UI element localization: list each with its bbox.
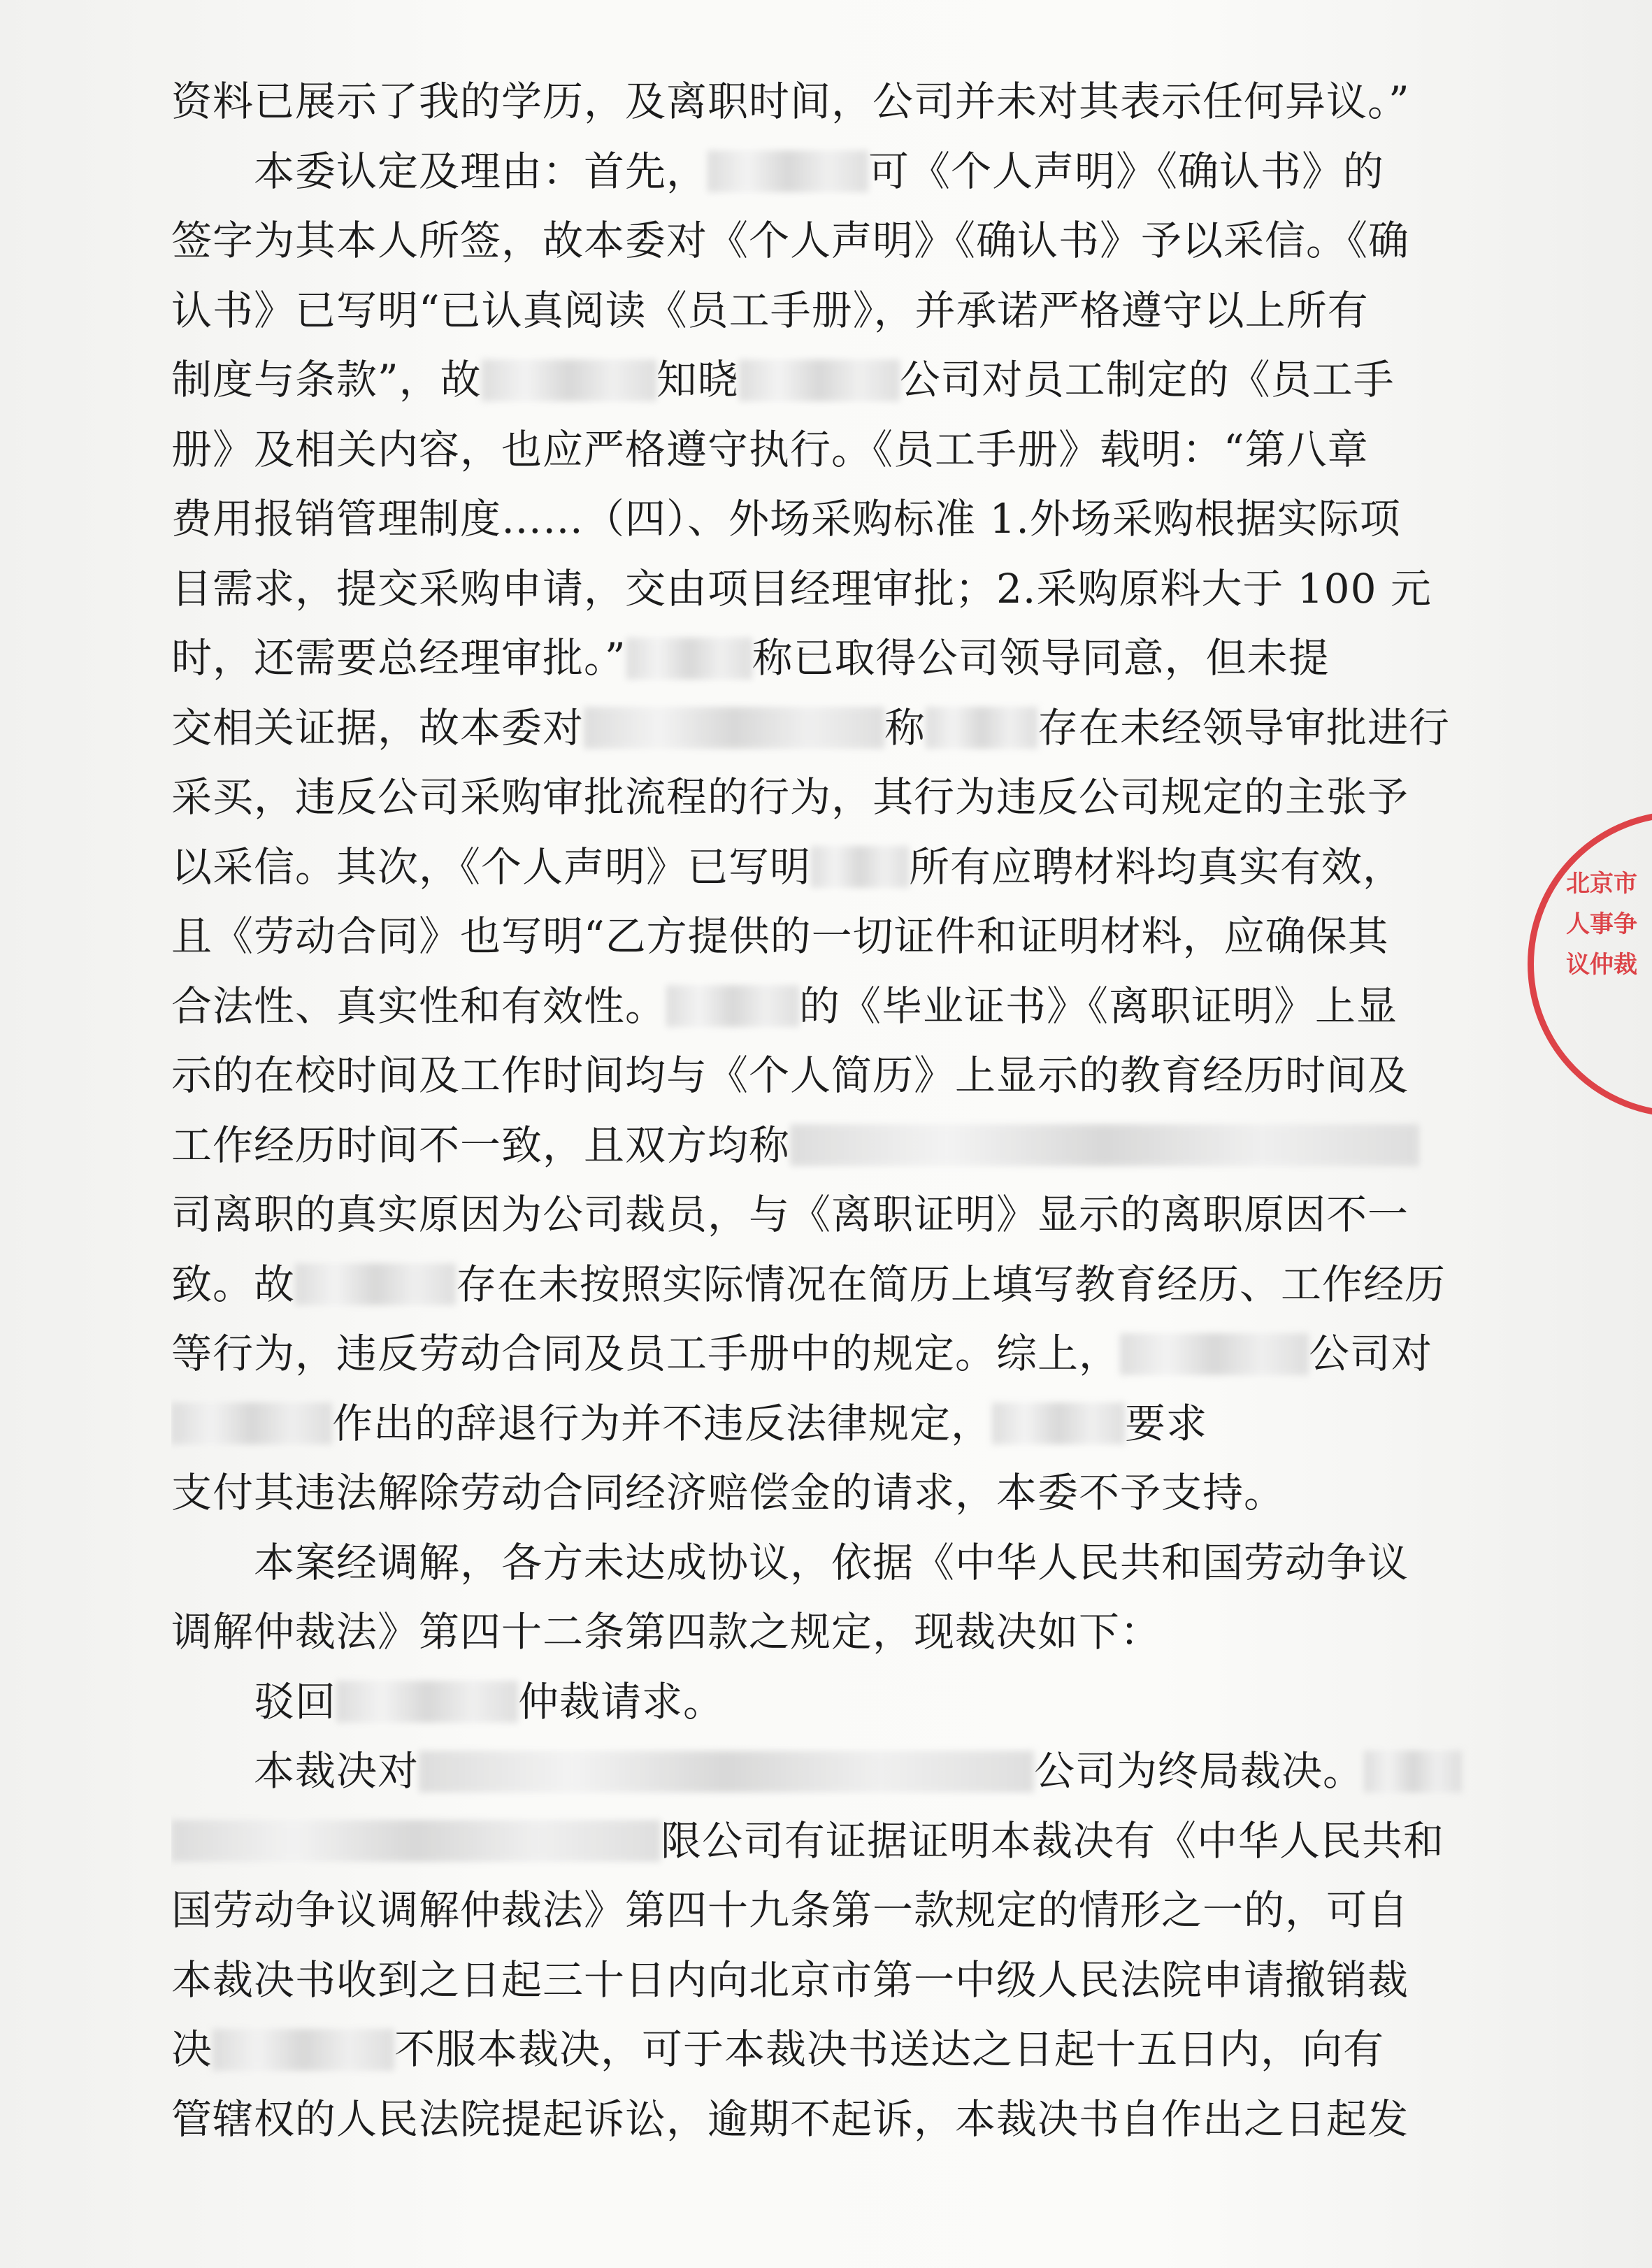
redacted-text: [666, 985, 799, 1027]
text-segment: 认书》已写明“已认真阅读《员工手册》，并承诺严格遵守以上所有: [171, 286, 1369, 334]
text-segment: 不服本裁决，可于本裁决书送达之日起十五日内，向有: [394, 2025, 1385, 2073]
text-line: [171, 1736, 1535, 1806]
text-segment: 本案经调解，各方未达成协议，依据《中华人民共和国劳动争议: [171, 1538, 1409, 1586]
official-seal-text: 北京市人事争议仲裁: [1566, 870, 1637, 979]
text-segment: 称: [884, 703, 926, 752]
text-segment: 仲裁请求。: [518, 1677, 725, 1725]
text-segment: 可《个人声明》《确认书》的: [868, 147, 1385, 195]
redacted-text: [171, 1402, 332, 1444]
text-line: [171, 971, 1535, 1041]
text-line: [171, 623, 1535, 693]
text-segment: 本委认定及理由：首先，: [171, 147, 708, 195]
text-segment: 采买，违反公司采购审批流程的行为，其行为违反公司规定的主张予: [171, 773, 1409, 821]
text-line: [171, 832, 1535, 902]
redacted-text: [992, 1402, 1125, 1444]
redacted-text: [626, 638, 752, 680]
text-segment: 交相关证据，故本委对: [171, 703, 584, 752]
text-line: [171, 1249, 1535, 1319]
text-line: [171, 415, 1535, 485]
text-line: [171, 206, 1535, 275]
text-segment: 驳回: [171, 1677, 337, 1725]
text-line: [171, 1040, 1535, 1110]
text-segment: 资料已展示了我的学历，及离职时间，公司并未对其表示任何异议。”: [171, 78, 1410, 125]
text-segment: 费用报销管理制度……（四）、外场采购标准 1.外场采购根据实际项: [171, 495, 1401, 543]
redacted-text: [295, 1263, 456, 1305]
redacted-text: [1120, 1333, 1309, 1375]
text-line: [171, 2084, 1535, 2154]
redacted-text: [1364, 1751, 1462, 1793]
text-segment: 存在未经领导审批进行: [1037, 703, 1451, 752]
text-segment: 签字为其本人所签，故本委对《个人声明》《确认书》予以采信。《确: [171, 217, 1410, 264]
text-segment: 限公司有证据证明本裁决有《中华人民共和: [661, 1816, 1445, 1865]
text-segment: 公司对: [1309, 1330, 1433, 1377]
text-segment: 国劳动争议调解仲裁法》第四十九条第一款规定的情形之一的，可自: [171, 1886, 1409, 1934]
redacted-text: [336, 1681, 518, 1723]
text-segment: 要求: [1125, 1399, 1208, 1447]
text-segment: 目需求，提交采购申请，交由项目经理审批；2.采购原料大于 100 元: [171, 564, 1432, 612]
text-segment: 且《劳动合同》也写明“乙方提供的一切证件和证明材料，应确保其: [171, 912, 1389, 960]
text-segment: 示的在校时间及工作时间均与《个人简历》上显示的教育经历时间及: [171, 1052, 1409, 1099]
text-segment: 册》及相关内容，也应严格遵守执行。《员工手册》载明：“第八章: [171, 425, 1369, 473]
text-segment: 作出的辞退行为并不违反法律规定，: [332, 1399, 993, 1447]
text-line: [171, 901, 1535, 971]
text-segment: 知晓: [656, 356, 739, 403]
text-segment: 公司对员工制定的《员工手: [899, 356, 1395, 403]
text-segment: 称已取得公司领导同意，但未提: [752, 634, 1330, 682]
text-segment: 支付其违法解除劳动合同经济赔偿金的请求，本委不予支持。: [171, 1469, 1286, 1516]
text-line: [171, 1458, 1535, 1528]
text-segment: 本裁决书收到之日起三十日内向北京市第一中级人民法院申请撤销裁: [171, 1955, 1409, 2004]
text-line: [171, 1875, 1535, 1945]
text-line: [171, 136, 1535, 206]
text-line: [171, 66, 1535, 136]
redacted-text: [213, 2029, 394, 2071]
redacted-text: [482, 359, 656, 401]
text-segment: 时，还需要总经理审批。”: [171, 634, 626, 682]
text-segment: 以采信。其次，《个人声明》已写明: [171, 842, 812, 891]
redacted-text: [790, 1124, 1419, 1166]
text-segment: 本裁决对: [171, 1747, 419, 1795]
text-line: [171, 554, 1535, 624]
text-line: [171, 693, 1535, 763]
text-segment: 调解仲裁法》第四十二条第四款之规定，现裁决如下：: [171, 1608, 1162, 1656]
text-line: [171, 1319, 1535, 1388]
text-line: [171, 1945, 1535, 2015]
text-segment: 工作经历时间不一致，且双方均称: [171, 1121, 791, 1169]
text-segment: 制度与条款”，故: [171, 356, 482, 403]
text-line: [171, 1667, 1535, 1737]
text-line: [171, 1388, 1535, 1458]
text-segment: 合法性、真实性和有效性。: [171, 982, 667, 1030]
text-line: [171, 2014, 1535, 2084]
redacted-text: [811, 846, 909, 888]
text-line: [171, 762, 1535, 832]
redacted-text: [739, 359, 900, 401]
text-line: [171, 1528, 1535, 1598]
text-segment: 致。故: [171, 1260, 296, 1308]
text-segment: 所有应聘材料均真实有效，: [909, 842, 1405, 891]
text-segment: 的《毕业证书》《离职证明》上显: [799, 982, 1398, 1030]
text-line: [171, 345, 1535, 415]
text-line: [171, 1597, 1535, 1667]
text-line: [171, 275, 1535, 345]
text-segment: 等行为，违反劳动合同及员工手册中的规定。综上，: [171, 1330, 1121, 1377]
redacted-text: [171, 1820, 661, 1862]
text-line: [171, 484, 1535, 554]
text-segment: 司离职的真实原因为公司裁员，与《离职证明》显示的离职原因不一: [171, 1191, 1409, 1238]
text-line: [171, 1806, 1535, 1876]
text-segment: 决: [171, 2025, 213, 2073]
text-segment: 存在未按照实际情况在简历上填写教育经历、工作经历: [456, 1260, 1446, 1308]
text-line: [171, 1110, 1535, 1180]
text-line: [171, 1179, 1535, 1249]
redacted-text: [419, 1751, 1034, 1793]
redacted-text: [926, 707, 1037, 749]
redacted-text: [584, 707, 884, 749]
text-segment: 公司为终局裁决。: [1034, 1747, 1365, 1795]
redacted-text: [708, 150, 868, 192]
text-segment: 管辖权的人民法院提起诉讼，逾期不起诉，本裁决书自作出之日起发: [171, 2095, 1409, 2143]
